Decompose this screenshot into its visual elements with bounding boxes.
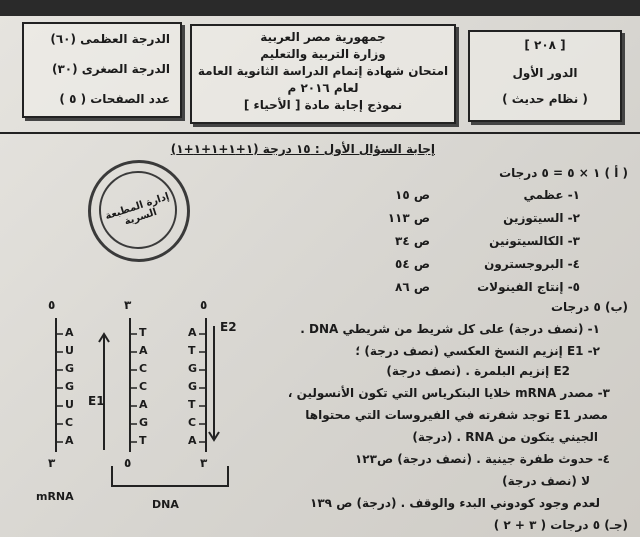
part-b-line-1: ١- (نصف درجة) على كل شريط من شريطي DNA . bbox=[300, 322, 600, 336]
ministry-line: وزارة التربية والتعليم bbox=[260, 47, 386, 61]
stamp-text: إدارة المطبعة السرية bbox=[103, 191, 171, 228]
mrna-base: C bbox=[65, 416, 74, 429]
part-b-line-4: ٣- مصدر mRNA خلايا البنكرياس التي تكون الأنسولين ، bbox=[287, 386, 610, 400]
dna-right-top-end: ٥ bbox=[200, 298, 208, 312]
exam-session: الدور الأول bbox=[512, 66, 578, 80]
part-b-line-6: الجيني يتكون من RNA . (درجة) bbox=[412, 430, 598, 444]
year-line: لعام ٢٠١٦ م bbox=[287, 81, 359, 95]
mrna-base: U bbox=[65, 344, 74, 357]
enzyme-e2-label: E2 bbox=[220, 320, 237, 334]
part-a-page-2: ص ١١٣ bbox=[387, 211, 430, 225]
part-b-line-2: ٢- E1 إنزيم النسخ العكسي (نصف درجة) ؛ bbox=[355, 344, 600, 358]
part-a-item-1: ١- عظمي bbox=[523, 188, 580, 202]
max-grade: الدرجة العظمى (٦٠) bbox=[50, 32, 170, 46]
subject-line: نموذج إجابة مادة [ الأحياء ] bbox=[243, 98, 403, 112]
part-a-item-3: ٣- الكالسيتونين bbox=[489, 234, 580, 248]
dna-right-base: A bbox=[188, 326, 197, 339]
mrna-caption: mRNA bbox=[36, 490, 74, 503]
dna-right-base: G bbox=[188, 380, 198, 393]
mrna-bottom-end: ٣ bbox=[48, 456, 56, 470]
part-a-item-4: ٤- البروجسترون bbox=[484, 257, 580, 271]
dna-left-base: A bbox=[139, 398, 148, 411]
dna-left-base: C bbox=[139, 380, 148, 393]
dna-left-base: T bbox=[139, 434, 147, 447]
dna-left-base: G bbox=[139, 416, 149, 429]
part-b-line-5: مصدر E1 توجد شفرته في الفيروسات التي محتواها bbox=[305, 408, 608, 422]
dna-left-top-end: ٣ bbox=[124, 298, 132, 312]
mrna-base: G bbox=[65, 380, 75, 393]
part-a-page-1: ص ١٥ bbox=[395, 188, 430, 202]
part-a-item-2: ٢- السيتوزين bbox=[503, 211, 580, 225]
part-a-page-3: ص ٣٤ bbox=[395, 234, 430, 248]
dna-right-base: C bbox=[188, 416, 197, 429]
dna-left-base: T bbox=[139, 326, 147, 339]
mrna-base: A bbox=[65, 326, 74, 339]
part-b-label: (ب) ٥ درجات bbox=[550, 300, 628, 314]
dna-right-base: G bbox=[188, 362, 198, 375]
dna-right-bottom-end: ٣ bbox=[200, 456, 208, 470]
mrna-base: G bbox=[65, 362, 75, 375]
part-b-line-8: لا (نصف درجة) bbox=[502, 474, 590, 488]
min-grade: الدرجة الصغرى (٣٠) bbox=[51, 62, 170, 76]
dna-right-base: T bbox=[188, 344, 196, 357]
mrna-base: U bbox=[65, 398, 74, 411]
question-title: إجابة السؤال الأول : ١٥ درجة (١+١+١+١+١) bbox=[170, 142, 435, 156]
part-b-line-7: ٤- حدوث طفرة جينية . (نصف درجة) ص١٢٣ bbox=[354, 452, 610, 466]
enzyme-e1-label: E1 bbox=[88, 394, 105, 408]
part-a-page-4: ص ٥٤ bbox=[395, 257, 430, 271]
dna-right-base: A bbox=[188, 434, 197, 447]
mrna-top-end: ٥ bbox=[48, 298, 56, 312]
dna-left-base: A bbox=[139, 344, 148, 357]
dna-left-bottom-end: ٥ bbox=[124, 456, 132, 470]
part-c-label: (جـ) ٥ درجات ( ٣ + ٢ ) bbox=[493, 518, 628, 532]
page-count: عدد الصفحات ( ٥ ) bbox=[59, 92, 170, 106]
dna-left-base: C bbox=[139, 362, 148, 375]
country-line: جمهورية مصر العربية bbox=[260, 30, 386, 44]
part-a-item-5: ٥- إنتاج الفينولات bbox=[477, 280, 580, 294]
mrna-base: A bbox=[65, 434, 74, 447]
part-b-line-9: لعدم وجود كودوني البدء والوقف . (درجة) ص ١٣٩ bbox=[310, 496, 600, 510]
part-a-page-5: ص ٨٦ bbox=[395, 280, 430, 294]
exam-system: ( نظام حديث ) bbox=[502, 92, 588, 106]
dna-caption: DNA bbox=[152, 498, 179, 511]
part-a-label: ( أ ) ١ × ٥ = ٥ درجات bbox=[499, 166, 628, 180]
exam-title-line: امتحان شهادة إتمام الدراسة الثانوية العامة bbox=[197, 64, 449, 78]
part-b-line-3: E2 إنزيم البلمرة . (نصف درجة) bbox=[386, 364, 570, 378]
exam-code: [ ٢٠٨ ] bbox=[524, 38, 566, 52]
dna-right-base: T bbox=[188, 398, 196, 411]
